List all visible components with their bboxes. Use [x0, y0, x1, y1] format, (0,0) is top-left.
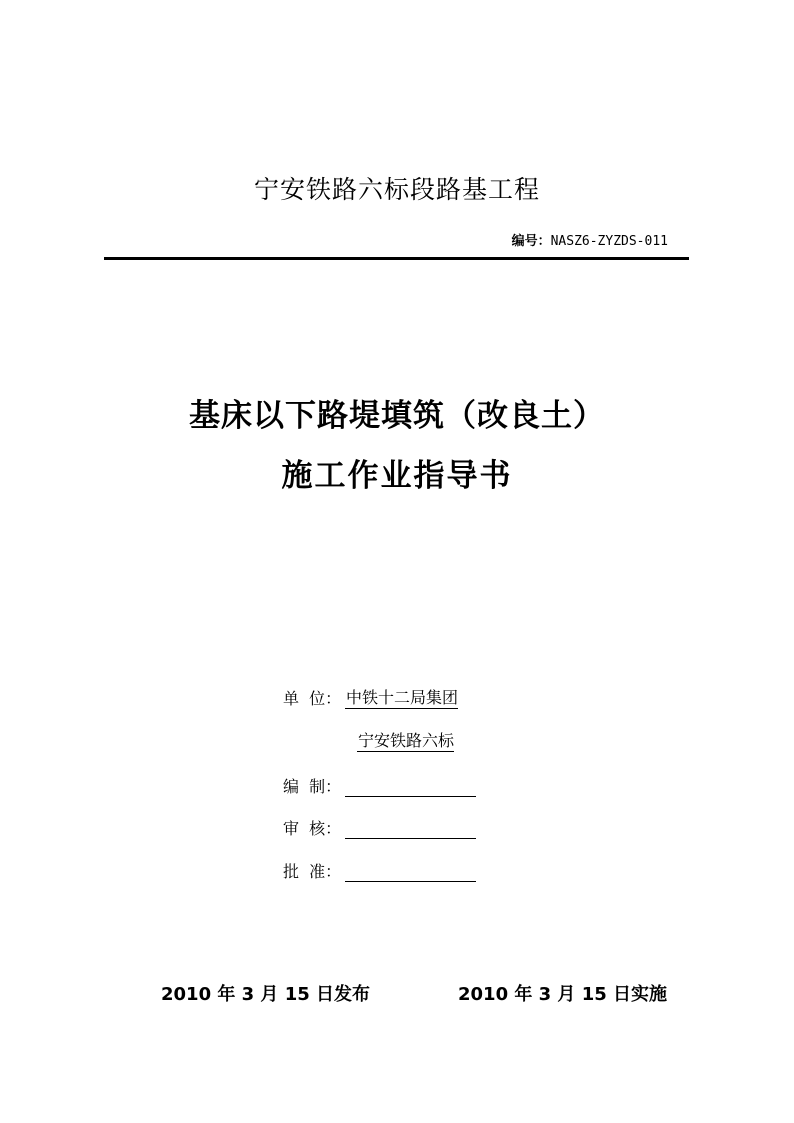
- unit-label: 单 位：: [283, 689, 342, 708]
- review-label: 审 核：: [283, 819, 342, 838]
- publish-date: 2010 年 3 月 15 日发布: [161, 984, 371, 1005]
- implement-date: 2010 年 3 月 15 日实施: [458, 984, 668, 1005]
- unit-value-2: 宁安铁路六标: [358, 731, 455, 750]
- document-number: [512, 230, 668, 249]
- review-row: [283, 816, 476, 839]
- review-signature-line: [345, 820, 476, 839]
- compile-signature-line: [345, 778, 476, 797]
- unit-value: 中铁十二局集团: [346, 688, 459, 707]
- document-number-value: NASZ6-ZYZDS-011: [550, 234, 668, 249]
- document-title-line-2: 施工作业指导书: [281, 458, 513, 494]
- unit-row-2: [357, 731, 454, 752]
- header-divider: [104, 257, 689, 260]
- compile-row: [283, 774, 476, 797]
- document-title-line-1: 基床以下路堤填筑（改良土）: [189, 398, 605, 434]
- document-number-label: 编号：: [511, 234, 551, 249]
- project-title: 宁安铁路六标段路基工程: [253, 175, 540, 204]
- approve-signature-line: [345, 863, 476, 882]
- unit-row: [283, 686, 458, 709]
- approve-row: [283, 859, 476, 882]
- approve-label: 批 准：: [283, 862, 342, 881]
- compile-label: 编 制：: [283, 777, 342, 796]
